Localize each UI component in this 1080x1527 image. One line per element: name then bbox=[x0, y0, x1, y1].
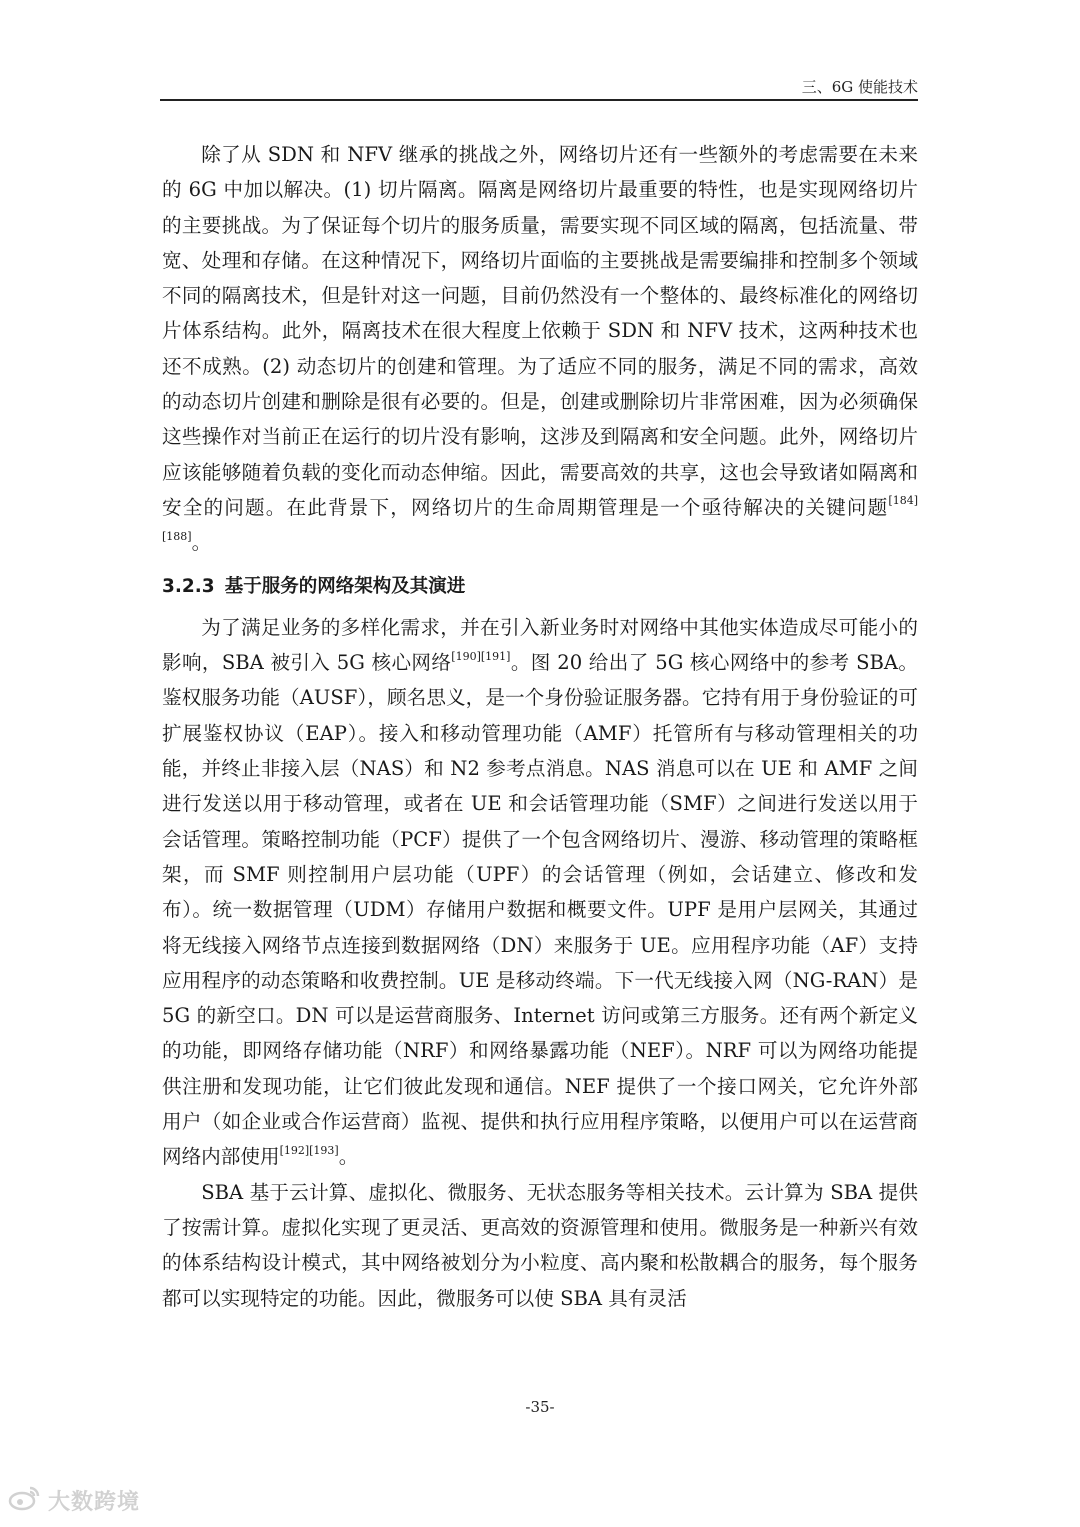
paragraph-end: 。 bbox=[338, 1145, 359, 1169]
paragraph-text: SBA 基于云计算、虚拟化、微服务、无状态服务等相关技术。云计算为 SBA 提供了按需计算。虚拟化实现了更灵活、更高效的资源管理和使用。微服务是一种新兴有效的体系结构设计模式，其中网络被划分为小粒度、高内聚和松散耦合的服务，每个服务都可以实现特定的功能。因此，微服务可以使 SBA 具有灵活 bbox=[162, 1180, 918, 1310]
watermark bbox=[8, 1482, 140, 1518]
paragraph-sba-technologies bbox=[162, 1175, 918, 1316]
section-heading bbox=[162, 567, 918, 604]
paragraph-end: 。 bbox=[191, 531, 212, 555]
header-section-title: 三、6G 使能技术 bbox=[801, 78, 918, 96]
page-number: -35- bbox=[525, 1398, 555, 1416]
citation: [192][193] bbox=[279, 1143, 339, 1157]
paragraph-text: 为了满足业务的多样化需求，并在引入新业务时对网络中其他实体造成尽可能小的影响，SBA 被引入 5G 核心网络 bbox=[162, 615, 918, 675]
page-content bbox=[162, 137, 918, 1316]
watermark-text: 大数跨境 bbox=[48, 1489, 141, 1515]
section-number: 3.2.3 bbox=[162, 575, 215, 597]
citation: [190][191] bbox=[451, 649, 511, 663]
weibo-logo-icon bbox=[8, 1484, 42, 1516]
header-rule bbox=[160, 99, 918, 101]
paragraph-text: 。图 20 给出了 5G 核心网络中的参考 SBA。鉴权服务功能（AUSF），顾名思义，是一个身份验证服务器。它持有用于身份验证的可扩展鉴权协议（EAP）。接入和移动管理功能（AMF）托管所有与移动管理相关的功能，并终止非接入层（NAS）和 N2 参考点消息。NAS 消息可以在 UE 和 AMF 之间进行发送以用于移动管理，或者在 UE 和会话管理功能（SMF）之间进行发送以用于会话管理。策略控制功能（PCF）提供了一个包含网络切片、漫游、移动管理的策略框架，而 SMF 则控制用户层功能（UPF）的会话管理（例如，会话建立、修改和发布）。统一数据管理（UDM）存储用户数据和概要文件。UPF 是用户层网关，其通过将无线接入网络节点连接到数据网络（DN）来服务于 UE。应用程序功能（AF）支持应用程序的动态策略和收费控制。UE 是移动终端。下一代无线接入网（NG-RAN）是 5G 的新空口。DN 可以是运营商服务、Internet 访问或第三方服务。还有两个新定义的功能，即网络存储功能（NRF）和网络暴露功能（NEF）。NRF 可以为网络功能提供注册和发现功能，让它们彼此发现和通信。NEF 提供了一个接口网关，它允许外部用户（如企业或合作运营商）监视、提供和执行应用程序策略，以便用户可以在运营商网络内部使用 bbox=[162, 651, 918, 1169]
paragraph-network-slicing-challenges bbox=[162, 137, 918, 561]
paragraph-text: 除了从 SDN 和 NFV 继承的挑战之外，网络切片还有一些额外的考虑需要在未来的 6G 中加以解决。(1) 切片隔离。隔离是网络切片最重要的特性，也是实现网络切片的主要挑战。为了保证每个切片的服务质量，需要实现不同区域的隔离，包括流量、带宽、处理和存储。在这种情况下，网络切片面临的主要挑战是需要编排和控制多个领域不同的隔离技术，但是针对这一问题，目前仍然没有一个整体的、最终标准化的网络切片体系结构。此外，隔离技术在很大程度上依赖于 SDN 和 NFV 技术，这两种技术也还不成熟。(2) 动态切片的创建和管理。为了适应不同的服务，满足不同的需求，高效的动态切片创建和删除是很有必要的。但是，创建或删除切片非常困难，因为必须确保这些操作对当前正在运行的切片没有影响，这涉及到隔离和安全问题。此外，网络切片应该能够随着负载的变化而动态伸缩。因此，需要高效的共享，这也会导致诸如隔离和安全的问题。在此背景下，网络切片的生命周期管理是一个亟待解决的关键问题 bbox=[162, 143, 918, 519]
section-title: 基于服务的网络架构及其演进 bbox=[224, 575, 466, 597]
page-header bbox=[160, 76, 918, 102]
paragraph-sba-overview bbox=[162, 610, 918, 1175]
citation: [184][188] bbox=[162, 494, 918, 543]
